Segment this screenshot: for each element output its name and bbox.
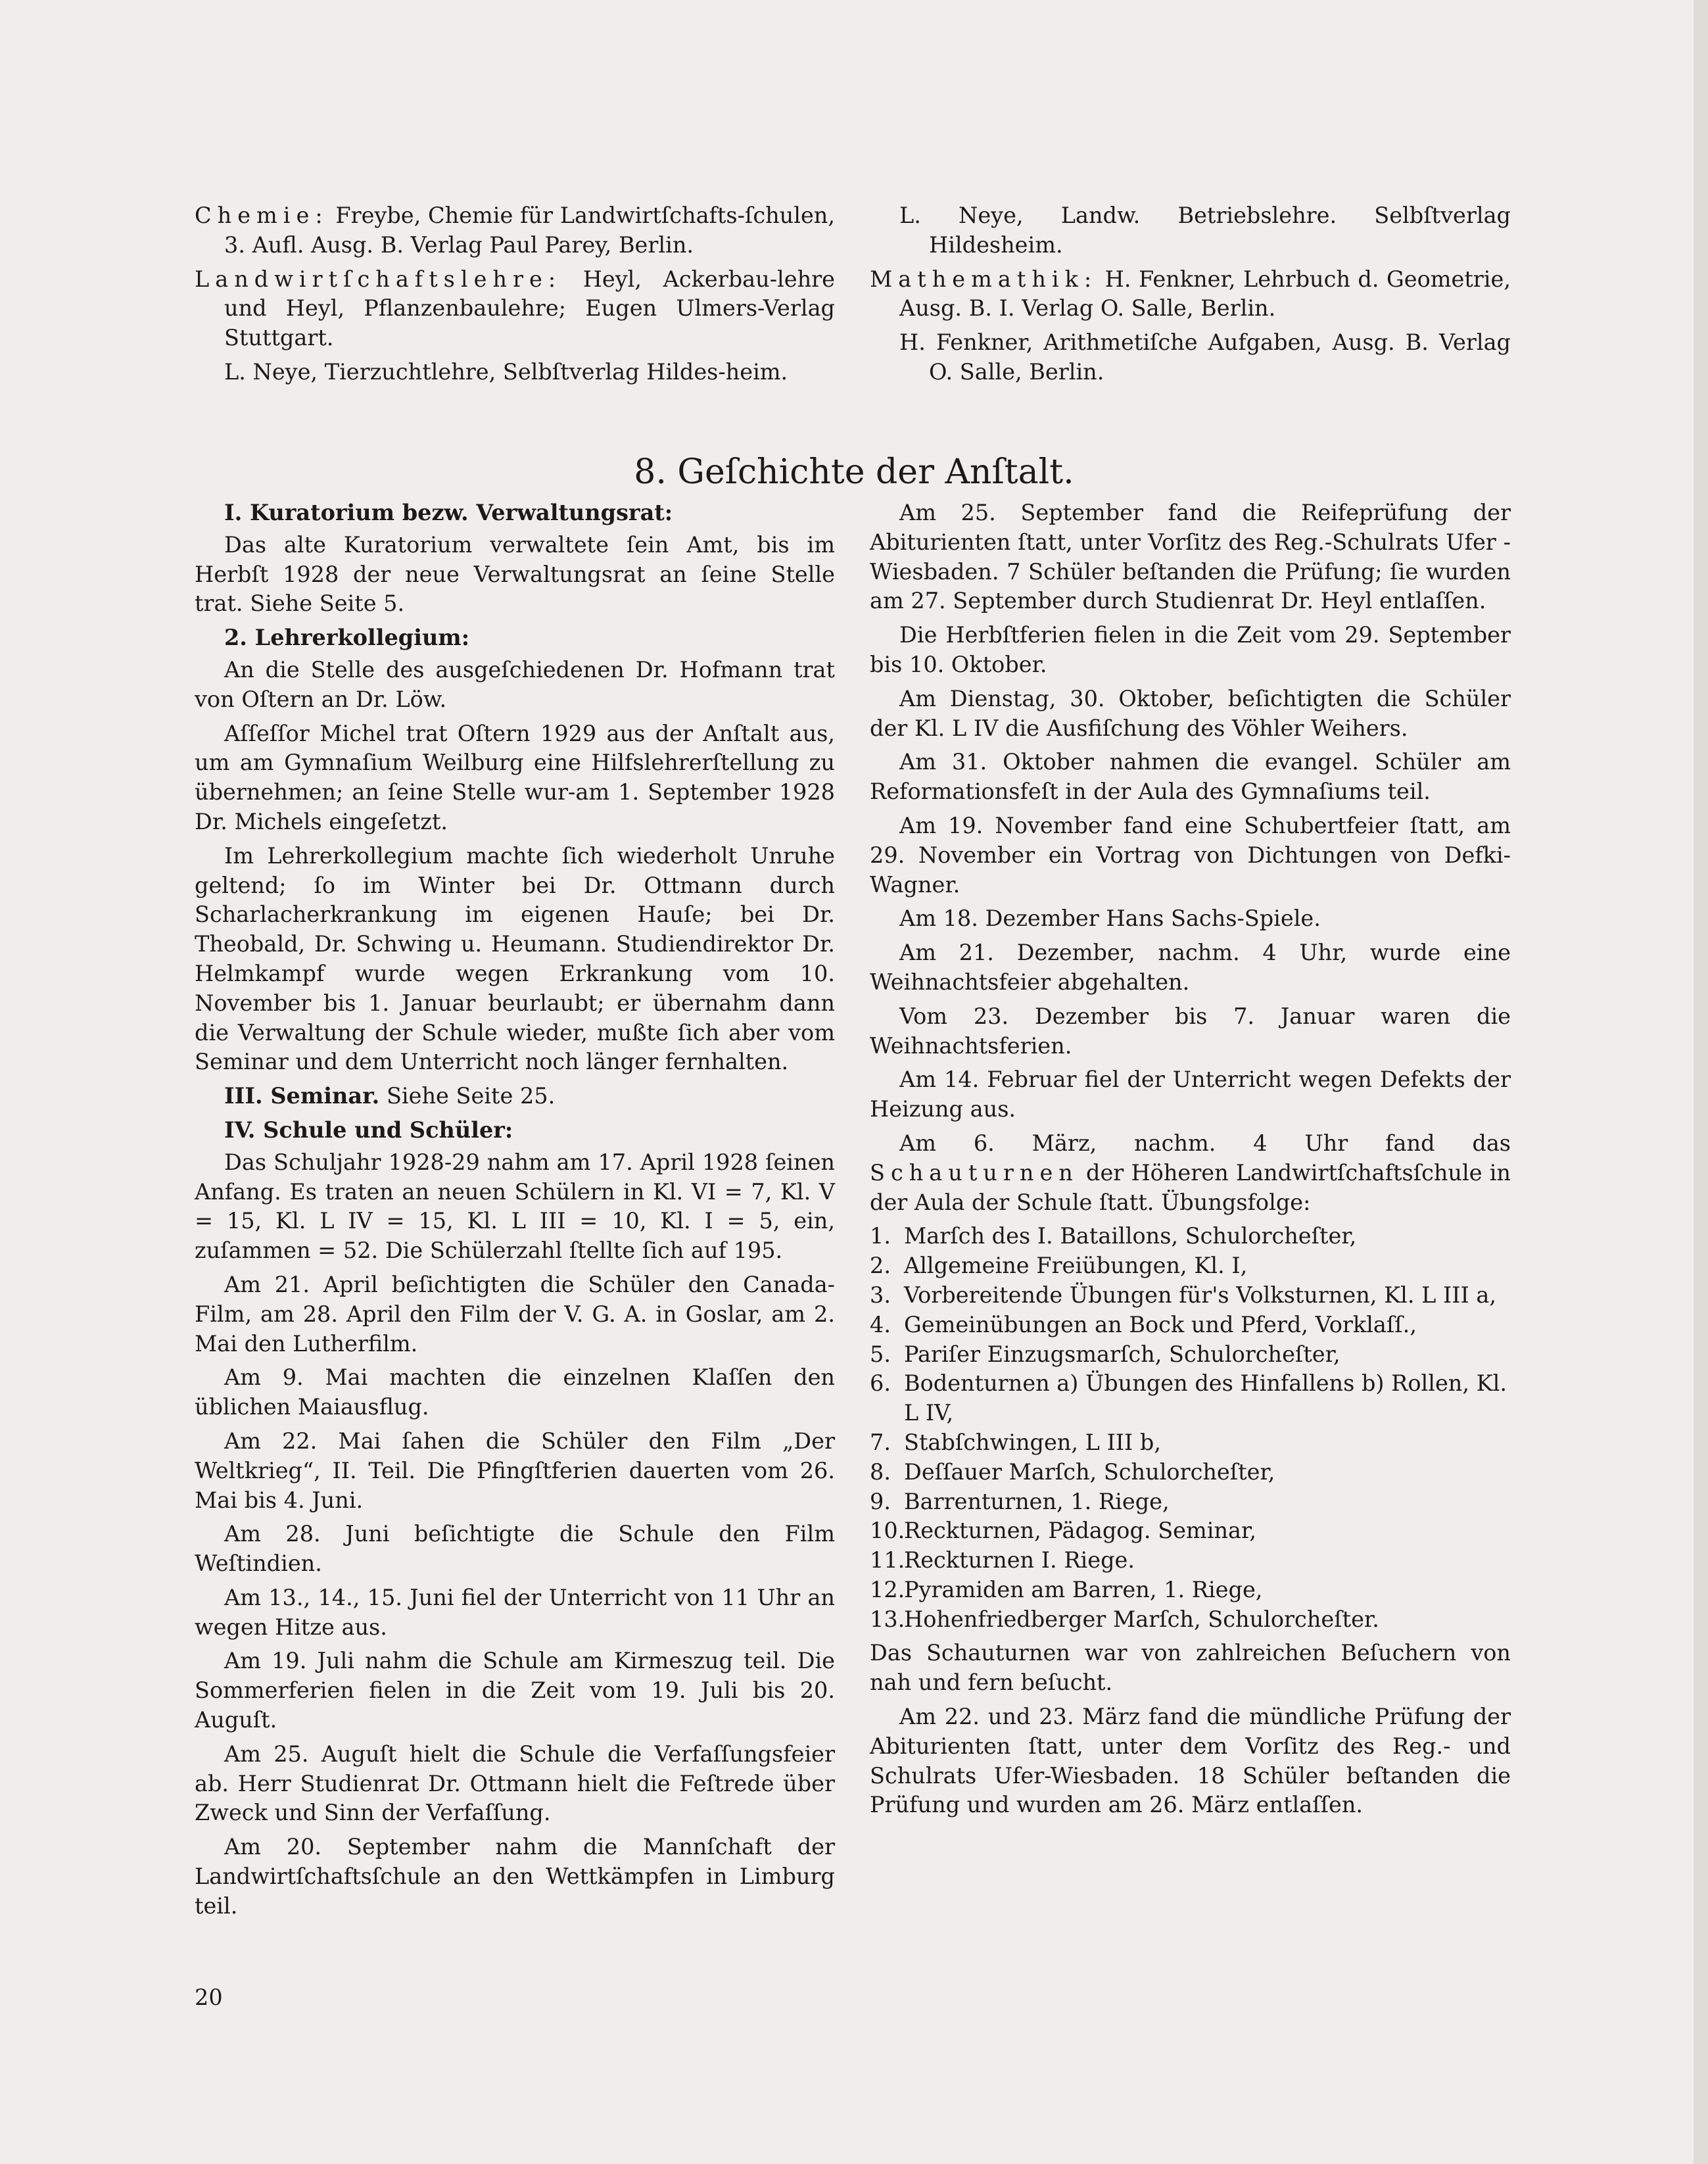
program-item xyxy=(870,1369,1511,1428)
program-item-text: Reckturnen I. Riege. xyxy=(904,1547,1135,1574)
paragraph: Aſſeſſor Michel trat Oſtern 1929 aus der Anſtalt aus, um am Gymnaſium Weilburg eine Hilfslehrerſtellung zu übernehmen; an ſeine Stelle wur-am 1. September 1928 Dr. Michels eingeſetzt. xyxy=(195,720,835,834)
program-item-text: Marſch des I. Bataillons, Schulorcheſter, xyxy=(904,1223,1357,1249)
program-item-text: Bodenturnen a) Übungen des Hinfallens b) Rollen, Kl. L IV, xyxy=(904,1370,1507,1426)
paragraph: Am 19. Juli nahm die Schule am Kirmeszug teil. Die Sommerferien fielen in die Zeit vom 19. Juli bis 20. Auguſt. xyxy=(195,1648,835,1733)
program-item-number: 5. xyxy=(870,1341,891,1367)
program-item-number: 13. xyxy=(870,1606,905,1632)
paragraph: Am 19. November fand eine Schubertfeier ſtatt, am 29. November ein Vortrag von Dichtungen von Defki-Wagner. xyxy=(870,812,1511,898)
paragraph: Am Dienstag, 30. Oktober, beſichtigten die Schüler der Kl. L IV die Ausfiſchung des Vöhler Weihers. xyxy=(870,685,1511,741)
right-column xyxy=(870,498,1511,1825)
paragraph: Am 25. September fand die Reifeprüfung der Abiturienten ſtatt, unter Vorſitz des Reg.-Schulrats Ufer - Wiesbaden. 7 Schüler beſtanden die Prüfung; ſie wurden am 27. September durch Studienrat Dr. Heyl entlaſſen. xyxy=(870,500,1511,614)
textbook-mathematik: Mathemathik: H. Fenkner, Lehrbuch d. Geometrie, Ausg. B. I. Verlag O. Salle, Berlin. xyxy=(870,266,1511,322)
paragraph: Am 13., 14., 15. Juni fiel der Unterricht von 11 Uhr an wegen Hitze aus. xyxy=(195,1584,835,1640)
paragraph: Das Schuljahr 1928-29 nahm am 17. April 1928 ſeinen Anfang. Es traten an neuen Schülern in Kl. VI = 7, Kl. V = 15, Kl. L IV = 15, Kl. L III = 10, Kl. I = 5, ein, zuſammen = 52. Die Schülerzahl ſtellte ſich auf 195. xyxy=(195,1149,835,1264)
heading-schule-schueler: IV. Schule und Schüler: xyxy=(224,1117,513,1143)
program-item xyxy=(870,1516,1511,1546)
program-item-text: Pariſer Einzugsmarſch, Schulorcheſter, xyxy=(904,1341,1340,1367)
paragraph: Am 28. Juni beſichtigte die Schule den Film Weſtindien. xyxy=(195,1521,835,1577)
textbook-neye-betrieb: L. Neye, Landw. Betriebslehre. Selbſtverlag Hildesheim. xyxy=(899,203,1511,258)
program-item-text: Hohenfriedberger Marſch, Schulorcheſter. xyxy=(904,1606,1379,1632)
program-item-text: Gemeinübungen an Bock und Pferd, Vorklaſſ., xyxy=(904,1311,1417,1337)
paragraph: Am 18. Dezember Hans Sachs-Spiele. xyxy=(899,905,1321,932)
program-item-number: 4. xyxy=(870,1311,891,1337)
program-item-text: Pyramiden am Barren, 1. Riege, xyxy=(904,1576,1263,1602)
heading-lehrerkollegium: 2. Lehrerkollegium: xyxy=(224,625,470,651)
program-item xyxy=(870,1458,1511,1487)
paragraph: Am 9. Mai machten die einzelnen Klaſſen den üblichen Maiausflug. xyxy=(195,1364,835,1420)
paragraph: Am 31. Oktober nahmen die evangel. Schüler am Reformationsfeſt in der Aula des Gymnaſiums teil. xyxy=(870,749,1511,805)
program-item-number: 3. xyxy=(870,1282,891,1308)
program-item-text: Reckturnen, Pädagog. Seminar, xyxy=(904,1518,1256,1544)
program-item-number: 9. xyxy=(870,1488,891,1514)
program-list xyxy=(870,1222,1511,1634)
paragraph: Am 21. Dezember, nachm. 4 Uhr, wurde eine Weihnachtsfeier abgehalten. xyxy=(870,940,1511,995)
program-item xyxy=(870,1222,1511,1251)
program-item xyxy=(870,1487,1511,1517)
program-item-text: Stabſchwingen, L III b, xyxy=(904,1429,1162,1455)
paragraph: Am 25. Auguſt hielt die Schule die Verfaſſungsfeier ab. Herr Studienrat Dr. Ottmann hielt die Feſtrede über Zweck und Sinn der Verfaſſung. xyxy=(195,1741,835,1826)
section-title: 8. Geſchichte der Anſtalt. xyxy=(634,452,1074,492)
paragraph: An die Stelle des ausgeſchiedenen Dr. Hofmann trat von Oſtern an Dr. Löw. xyxy=(195,656,835,712)
paragraph: Am 22. und 23. März fand die mündliche Prüfung der Abiturienten ſtatt, unter dem Vorſitz des Reg.- und Schulrats Ufer-Wiesbaden. 18 Schüler beſtanden die Prüfung und wurden am 26. März entlaſſen. xyxy=(870,1704,1511,1818)
paragraph: Im Lehrerkollegium machte ſich wiederholt Unruhe geltend; ſo im Winter bei Dr. Ottmann durch Scharlacherkrankung im eigenen Hauſe; bei Dr. Theobald, Dr. Schwing u. Heumann. Studiendirektor Dr. Helmkampf wurde wegen Erkrankung vom 10. November bis 1. Januar beurlaubt; er übernahm dann die Verwaltung der Schule wieder, mußte ſich aber vom Seminar und dem Unterricht noch länger fernhalten. xyxy=(195,842,835,1075)
textbook-landwirtschaft: Landwirtſchaftslehre: Heyl, Ackerbau-lehre und Heyl, Pflanzenbaulehre; Eugen Ulmers-Verlag Stuttgart. xyxy=(195,266,835,351)
paragraph: Am 21. April beſichtigten die Schüler den Canada-Film, am 28. April den Film der V. G. A. in Goslar, am 2. Mai den Lutherfilm. xyxy=(195,1271,835,1357)
textbook-neye-tierzucht: L. Neye, Tierzuchtlehre, Selbſtverlag Hildes-heim. xyxy=(224,358,788,385)
schauturnen-paragraph: Am 6. März, nachm. 4 Uhr fand das Schauturnen der Höheren Landwirtſchaftsſchule in der Aula der Schule ſtatt. Übungsfolge: xyxy=(870,1130,1511,1215)
program-item-text: Vorbereitende Übungen für's Volksturnen, Kl. L III a, xyxy=(904,1282,1496,1308)
program-item-number: 10. xyxy=(870,1518,905,1544)
textbook-fenkner-arith: H. Fenkner, Arithmetiſche Aufgaben, Ausg. B. Verlag O. Salle, Berlin. xyxy=(899,329,1511,385)
textbook-list-left xyxy=(195,201,835,392)
paragraph: Das Schauturnen war von zahlreichen Beſuchern von nah und fern beſucht. xyxy=(870,1640,1511,1696)
paragraph: Am 20. September nahm die Mannſchaft der Landwirtſchaftsſchule an den Wettkämpfen in Limburg teil. xyxy=(195,1834,835,1919)
paragraph: Am 22. Mai ſahen die Schüler den Film „Der Weltkrieg“, II. Teil. Die Pfingſtferien dauerten vom 26. Mai bis 4. Juni. xyxy=(195,1428,835,1513)
program-item xyxy=(870,1281,1511,1310)
program-item-number: 2. xyxy=(870,1253,891,1279)
program-item-number: 1. xyxy=(870,1223,891,1249)
program-item-text: Deſſauer Marſch, Schulorcheſter, xyxy=(904,1458,1275,1485)
program-item xyxy=(870,1310,1511,1340)
program-item-number: 11. xyxy=(870,1547,905,1574)
program-item xyxy=(870,1428,1511,1458)
program-item-number: 7. xyxy=(870,1429,891,1455)
page-edge xyxy=(1694,0,1708,2164)
program-item-number: 12. xyxy=(870,1576,905,1602)
paragraph: Das alte Kuratorium verwaltete ſein Amt, bis im Herbſt 1928 der neue Verwaltungsrat an ſeine Stelle trat. Siehe Seite 5. xyxy=(195,531,835,617)
textbook-list-right xyxy=(870,201,1511,392)
paragraph: Die Herbſtferien fielen in die Zeit vom 29. September bis 10. Oktober. xyxy=(870,622,1511,677)
program-item xyxy=(870,1251,1511,1281)
program-item xyxy=(870,1340,1511,1370)
program-item xyxy=(870,1546,1511,1575)
program-item-number: 8. xyxy=(870,1458,891,1485)
textbook-chemie: Chemie: Freybe, Chemie für Landwirtſchafts-ſchulen, 3. Aufl. Ausg. B. Verlag Paul Parey, Berlin. xyxy=(195,203,835,258)
program-item xyxy=(870,1575,1511,1605)
paragraph: Vom 23. Dezember bis 7. Januar waren die Weihnachtsferien. xyxy=(870,1003,1511,1059)
page-number: 20 xyxy=(195,1984,223,2010)
program-item-text: Barrenturnen, 1. Riege, xyxy=(904,1488,1170,1514)
paragraph: Am 14. Februar fiel der Unterricht wegen Defekts der Heizung aus. xyxy=(870,1067,1511,1122)
program-item xyxy=(870,1605,1511,1635)
heading-seminar: III. Seminar. Siehe Seite 25. xyxy=(224,1083,556,1109)
heading-kuratorium: I. Kuratorium bezw. Verwaltungsrat: xyxy=(224,500,673,525)
program-item-text: Allgemeine Freiübungen, Kl. I, xyxy=(904,1253,1248,1279)
program-item-number: 6. xyxy=(870,1370,891,1397)
left-column xyxy=(195,498,835,1926)
